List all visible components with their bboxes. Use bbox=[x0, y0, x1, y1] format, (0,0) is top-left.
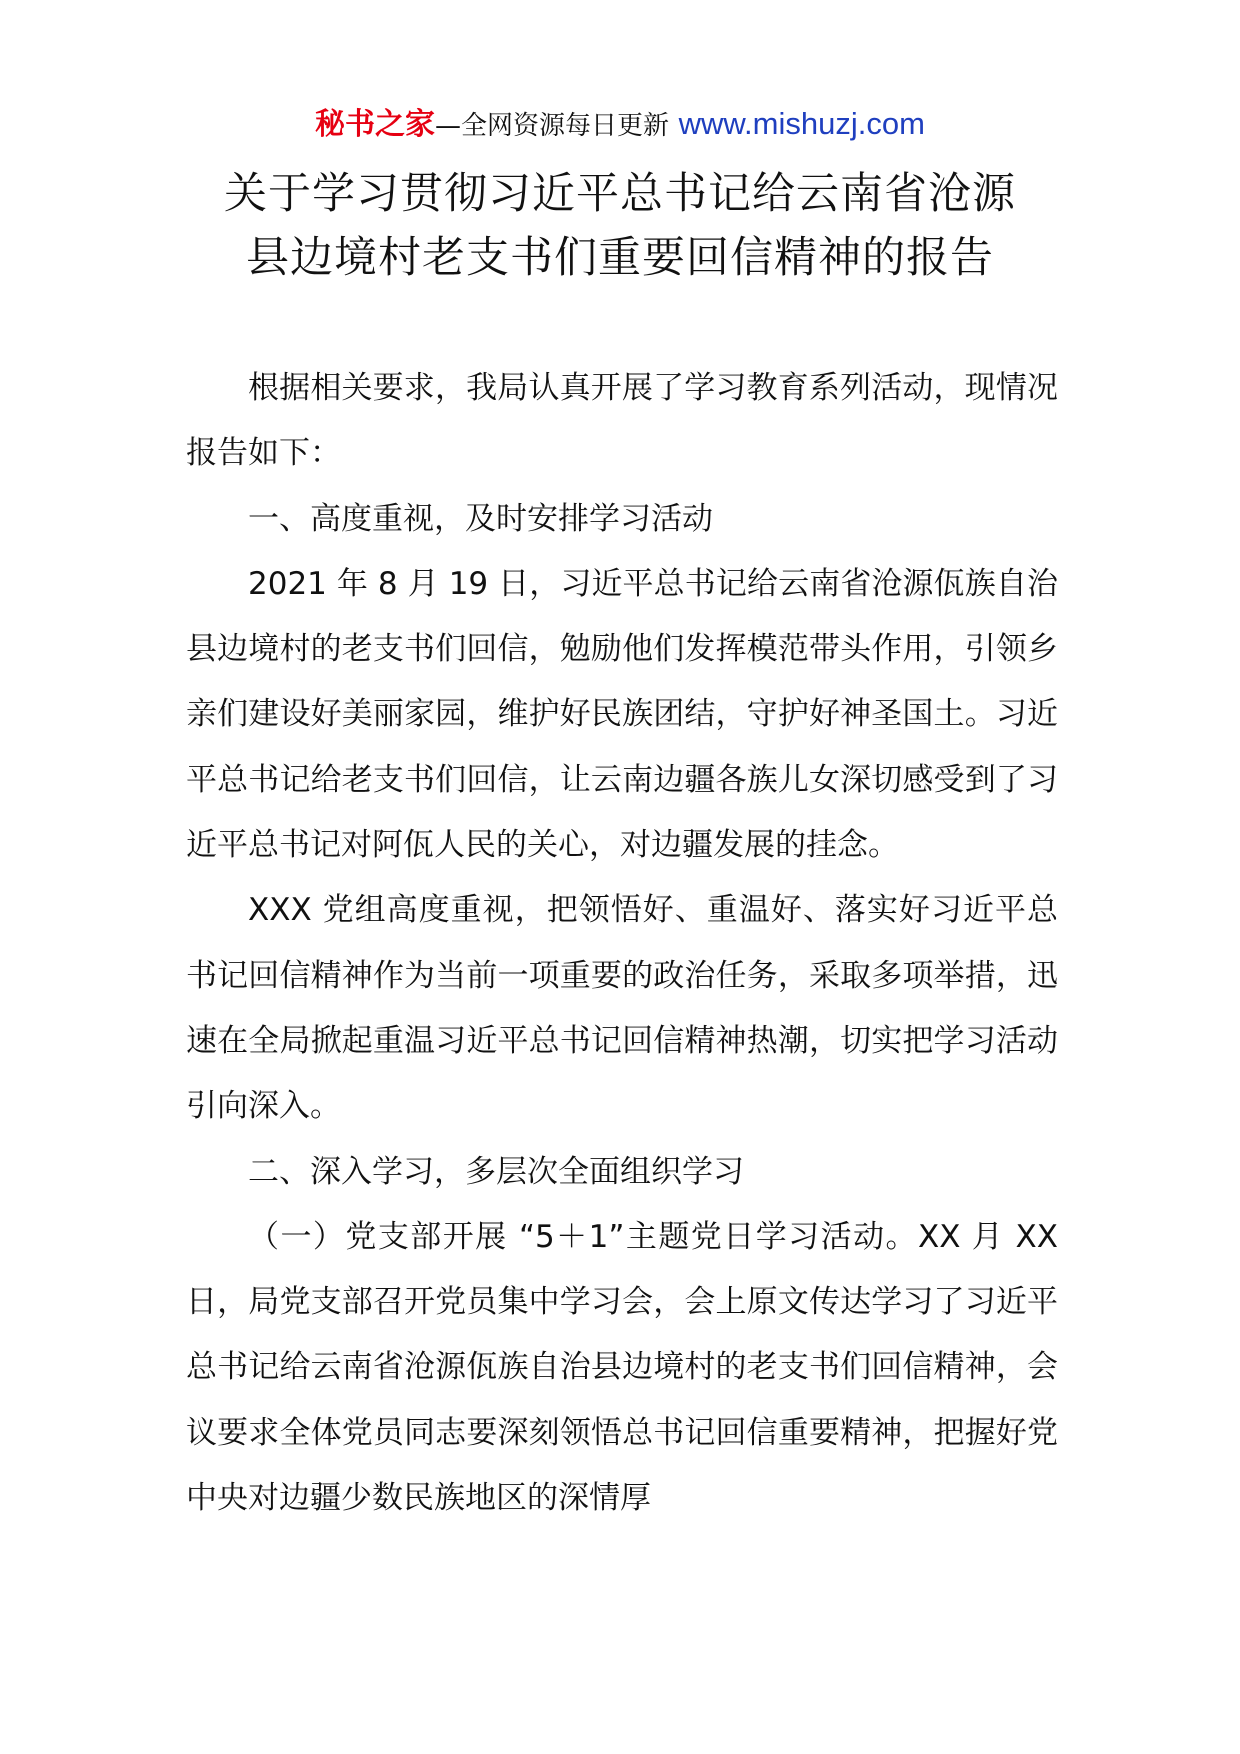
document-body bbox=[186, 356, 1058, 1531]
section-2-paragraph-1: （一）党支部开展 “5＋1”主题党日学习活动。XX 月 XX 日，局党支部召开党员集中学习会，会上原文传达学习了习近平总书记给云南省沧源佤族自治县边境村的老支书们回信精神，会议要求全体党员同志要深刻领悟总书记回信重要精神，把握好党中央对边疆少数民族地区的深情厚 bbox=[186, 1218, 1058, 1517]
section-2-heading: 二、深入学习，多层次全面组织学习 bbox=[248, 1153, 744, 1190]
site-url-link[interactable]: www.mishuzj.com bbox=[678, 106, 925, 141]
header-tagline: —全网资源每日更新 bbox=[435, 111, 670, 141]
title-line-2: 县边境村老支书们重要回信精神的报告 bbox=[246, 233, 994, 283]
intro-paragraph: 根据相关要求，我局认真开展了学习教育系列活动，现情况报告如下： bbox=[186, 370, 1058, 472]
section-1-paragraph-1: 2021 年 8 月 19 日，习近平总书记给云南省沧源佤族自治县边境村的老支书们回信，勉励他们发挥模范带头作用，引领乡亲们建设好美丽家园，维护好民族团结，守护好神圣国土。习近平总书记给老支书们回信，让云南边疆各族儿女深切感受到了习近平总书记对阿佤人民的关心，对边疆发展的挂念。 bbox=[186, 565, 1058, 864]
section-1-heading: 一、高度重视，及时安排学习活动 bbox=[248, 500, 713, 537]
site-header bbox=[0, 104, 1240, 146]
title-line-1: 关于学习贯彻习近平总书记给云南省沧源 bbox=[224, 169, 1016, 219]
brand-name: 秘书之家 bbox=[315, 107, 436, 142]
section-1-paragraph-2: XXX 党组高度重视，把领悟好、重温好、落实好习近平总书记回信精神作为当前一项重要的政治任务，采取多项举措，迅速在全局掀起重温习近平总书记回信精神热潮，切实把学习活动引向深入。 bbox=[186, 892, 1058, 1125]
document-title bbox=[150, 162, 1090, 290]
